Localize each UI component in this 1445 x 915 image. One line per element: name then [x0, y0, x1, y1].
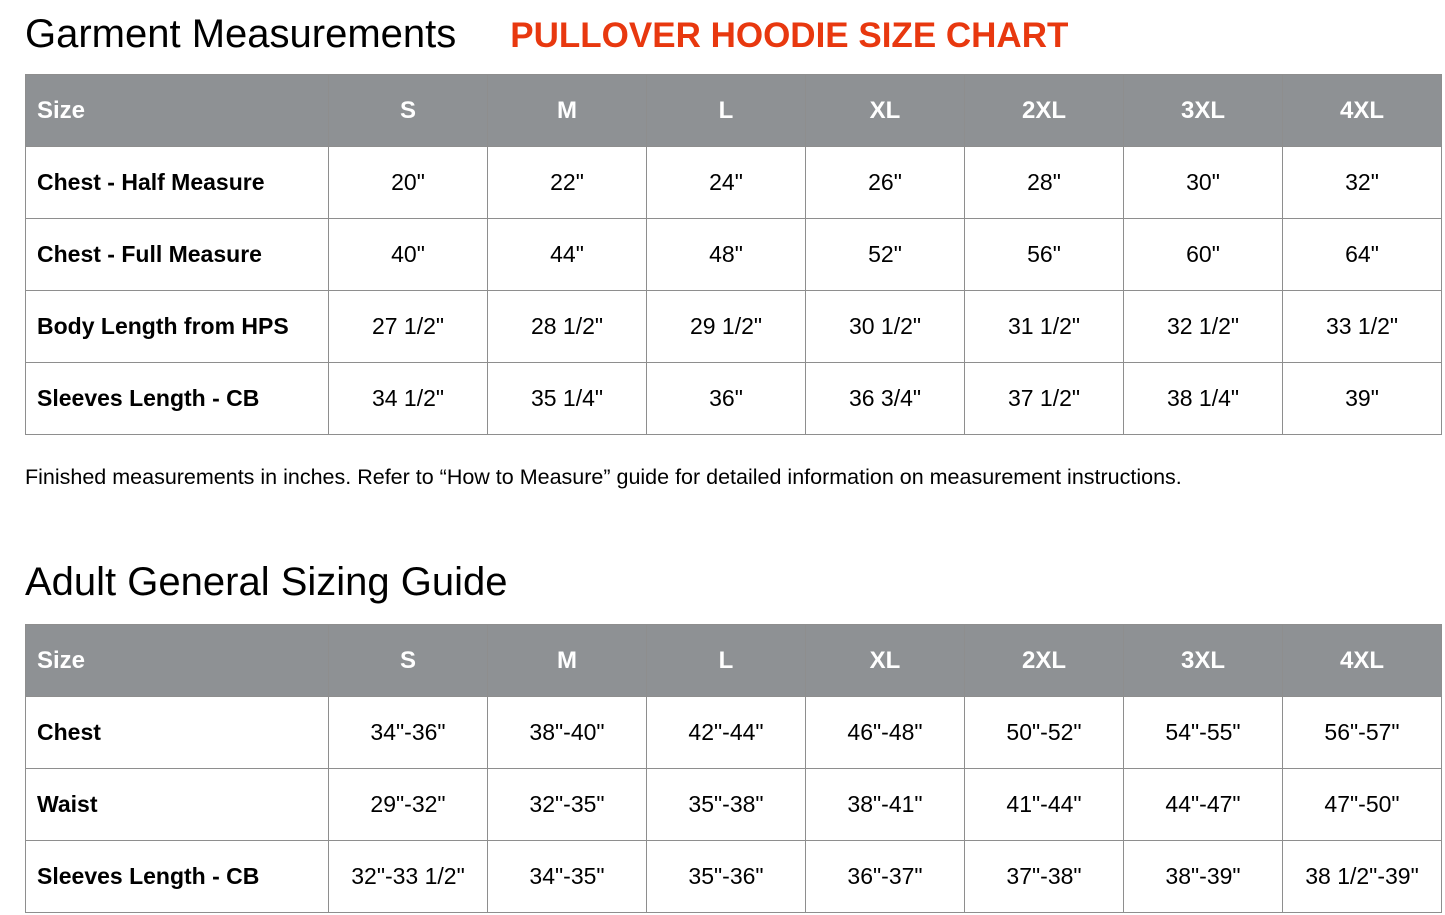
row-label: Chest - Full Measure — [26, 219, 329, 291]
table-cell: 24" — [647, 147, 806, 219]
adult-sizing-table — [25, 624, 1442, 913]
table-cell: 44"-47" — [1124, 769, 1283, 841]
header-cell: S — [329, 625, 488, 697]
table-cell: 60" — [1124, 219, 1283, 291]
garment-measurements-title: Garment Measurements — [25, 12, 457, 56]
table-cell: 34 1/2" — [329, 363, 488, 435]
row-label: Waist — [26, 769, 329, 841]
table-row — [26, 291, 1442, 363]
row-label: Sleeves Length - CB — [26, 841, 329, 913]
header-cell: 2XL — [965, 625, 1124, 697]
table-cell: 54"-55" — [1124, 697, 1283, 769]
table-row — [26, 219, 1442, 291]
table-cell: 56" — [965, 219, 1124, 291]
row-label: Body Length from HPS — [26, 291, 329, 363]
pullover-hoodie-size-chart-title: PULLOVER HOODIE SIZE CHART — [510, 16, 1069, 55]
table-cell: 38 1/2"-39" — [1283, 841, 1442, 913]
table-header-row — [26, 625, 1442, 697]
garment-heading-row — [25, 10, 1068, 60]
table-cell: 40" — [329, 219, 488, 291]
table-row — [26, 363, 1442, 435]
header-cell: Size — [26, 75, 329, 147]
table-cell: 28 1/2" — [488, 291, 647, 363]
table-cell: 38"-40" — [488, 697, 647, 769]
table-cell: 38"-41" — [806, 769, 965, 841]
table-cell: 31 1/2" — [965, 291, 1124, 363]
table-cell: 29 1/2" — [647, 291, 806, 363]
table-cell: 32"-33 1/2" — [329, 841, 488, 913]
table-cell: 35"-36" — [647, 841, 806, 913]
table-cell: 39" — [1283, 363, 1442, 435]
table-cell: 38 1/4" — [1124, 363, 1283, 435]
adult-sizing-guide-title: Adult General Sizing Guide — [25, 560, 508, 604]
table-cell: 52" — [806, 219, 965, 291]
table-cell: 37 1/2" — [965, 363, 1124, 435]
table-cell: 34"-36" — [329, 697, 488, 769]
header-cell: M — [488, 625, 647, 697]
table-row — [26, 841, 1442, 913]
table-cell: 29"-32" — [329, 769, 488, 841]
table-cell: 36"-37" — [806, 841, 965, 913]
row-label: Sleeves Length - CB — [26, 363, 329, 435]
table-cell: 27 1/2" — [329, 291, 488, 363]
header-cell: L — [647, 625, 806, 697]
table-row — [26, 147, 1442, 219]
table-cell: 32 1/2" — [1124, 291, 1283, 363]
table-cell: 38"-39" — [1124, 841, 1283, 913]
table-cell: 42"-44" — [647, 697, 806, 769]
row-label: Chest — [26, 697, 329, 769]
table-cell: 56"-57" — [1283, 697, 1442, 769]
table-cell: 48" — [647, 219, 806, 291]
table-cell: 36" — [647, 363, 806, 435]
table-row — [26, 697, 1442, 769]
row-label: Chest - Half Measure — [26, 147, 329, 219]
table-cell: 32"-35" — [488, 769, 647, 841]
header-cell: 4XL — [1283, 625, 1442, 697]
table-cell: 46"-48" — [806, 697, 965, 769]
table-cell: 47"-50" — [1283, 769, 1442, 841]
header-cell: 2XL — [965, 75, 1124, 147]
table-cell: 22" — [488, 147, 647, 219]
table-cell: 44" — [488, 219, 647, 291]
table-cell: 64" — [1283, 219, 1442, 291]
table-cell: 50"-52" — [965, 697, 1124, 769]
table-cell: 35 1/4" — [488, 363, 647, 435]
header-cell: Size — [26, 625, 329, 697]
table-cell: 20" — [329, 147, 488, 219]
table-cell: 30 1/2" — [806, 291, 965, 363]
table-cell: 32" — [1283, 147, 1442, 219]
table-cell: 34"-35" — [488, 841, 647, 913]
header-cell: S — [329, 75, 488, 147]
table-cell: 28" — [965, 147, 1124, 219]
table-cell: 41"-44" — [965, 769, 1124, 841]
table-cell: 26" — [806, 147, 965, 219]
header-cell: 4XL — [1283, 75, 1442, 147]
table-cell: 37"-38" — [965, 841, 1124, 913]
header-cell: XL — [806, 625, 965, 697]
measurement-note: Finished measurements in inches. Refer to “How to Measure” guide for detailed information on measurement instructions. — [25, 465, 1182, 489]
header-cell: L — [647, 75, 806, 147]
table-cell: 33 1/2" — [1283, 291, 1442, 363]
header-cell: 3XL — [1124, 75, 1283, 147]
header-cell: 3XL — [1124, 625, 1283, 697]
garment-measurements-table — [25, 74, 1442, 435]
table-cell: 35"-38" — [647, 769, 806, 841]
table-cell: 30" — [1124, 147, 1283, 219]
header-cell: XL — [806, 75, 965, 147]
header-cell: M — [488, 75, 647, 147]
table-header-row — [26, 75, 1442, 147]
table-row — [26, 769, 1442, 841]
table-cell: 36 3/4" — [806, 363, 965, 435]
